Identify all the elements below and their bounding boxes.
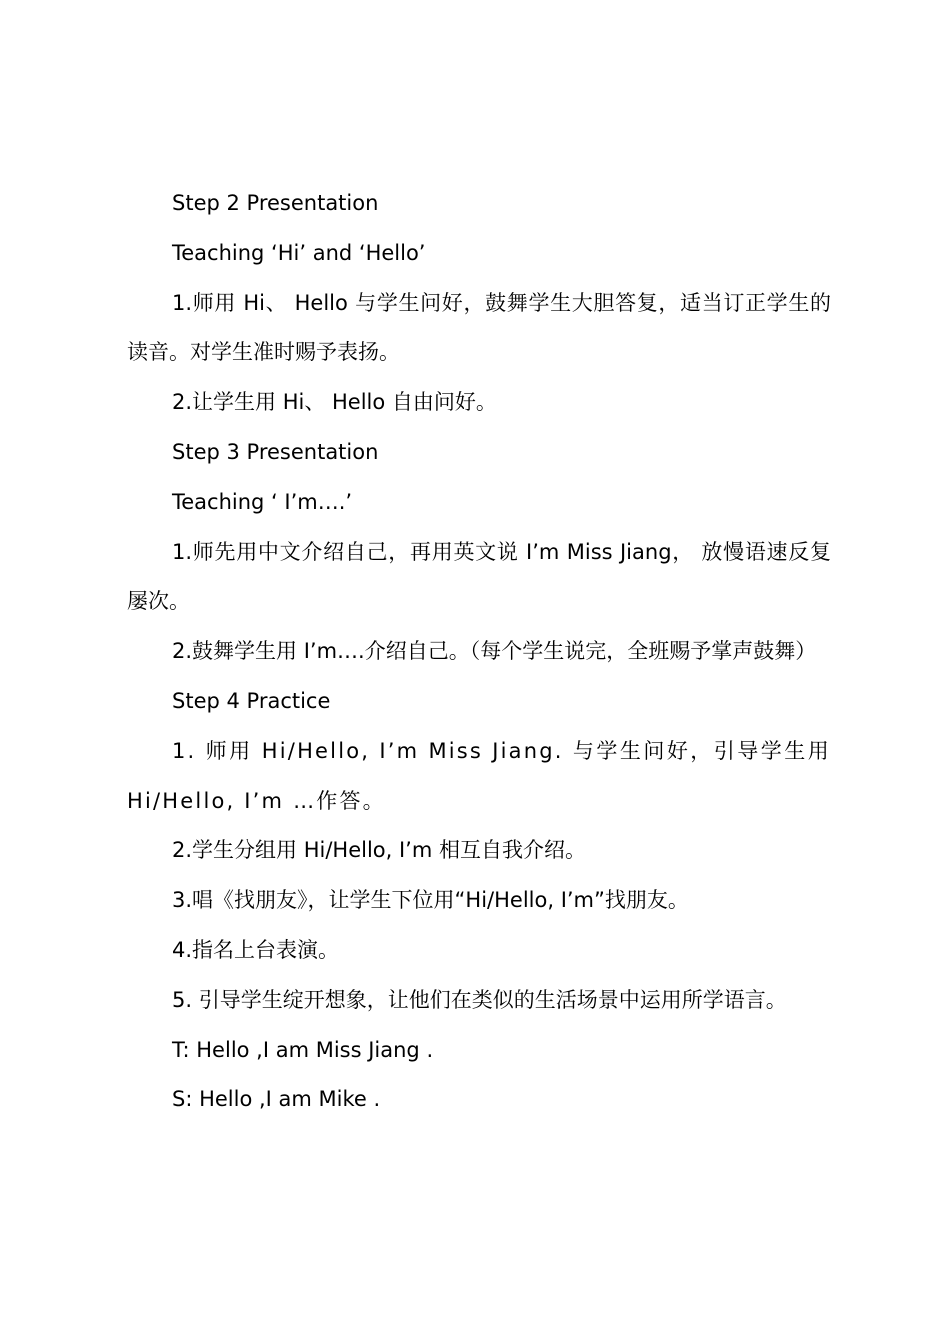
step-4-heading: Step 4 Practice [172, 688, 331, 713]
paragraph-step4-item5: 5. 引导学生绽开想象，让他们在类似的生活场景中运用所学语言。 [172, 987, 787, 1012]
paragraph-step4-item1: 1. 师用 Hi/Hello, I’m Miss Jiang. 与学生问好，引导学生用 Hi/Hello, I’m …作答。 [127, 738, 831, 813]
document-page [127, 179, 831, 1125]
dialogue-line-teacher: T: Hello ,I am Miss Jiang . [172, 1037, 434, 1062]
paragraph-step3-item2: 2.鼓舞学生用 I’m….介绍自己。（每个学生说完，全班赐予掌声鼓舞） [172, 639, 817, 664]
step-2-heading: Step 2 Presentation [172, 191, 379, 215]
paragraph-step2-item1: 1.师用 Hi、 Hello 与学生问好，鼓舞学生大胆答复，适当订正学生的读音。对学生准时赐予表扬。 [127, 290, 831, 365]
step-3-heading: Step 3 Presentation [172, 439, 379, 464]
teaching-hi-hello-heading: Teaching ‘Hi’ and ‘Hello’ [172, 240, 426, 265]
dialogue-line-student: S: Hello ,I am Mike . [172, 1087, 381, 1112]
paragraph-step2-item2: 2.让学生用 Hi、 Hello 自由问好。 [172, 390, 497, 415]
paragraph-step3-item1: 1.师先用中文介绍自己，再用英文说 I’m Miss Jiang， 放慢语速反复屡次。 [127, 539, 831, 614]
paragraph-step4-item4: 4.指名上台表演。 [172, 937, 340, 962]
teaching-im-heading: Teaching ‘ I’m….’ [172, 489, 353, 514]
paragraph-step4-item3: 3.唱《找朋友》，让学生下位用“Hi/Hello, I’m”找朋友。 [172, 888, 689, 913]
paragraph-step4-item2: 2.学生分组用 Hi/Hello, I’m 相互自我介绍。 [172, 838, 586, 863]
